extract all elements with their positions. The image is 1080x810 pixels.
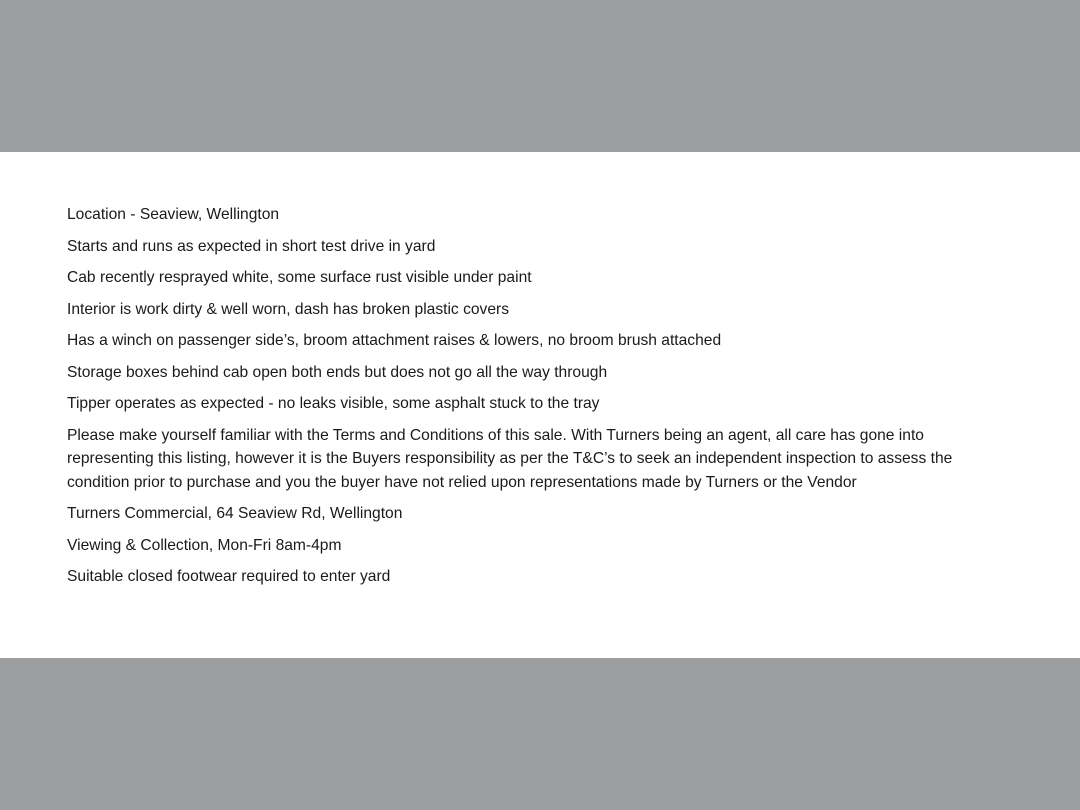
note-viewing-hours: Viewing & Collection, Mon-Fri 8am-4pm [67,536,342,554]
note-address: Turners Commercial, 64 Seaview Rd, Wellington [67,505,403,522]
note-terms-disclaimer: Please make yourself familiar with the Terms and Conditions of this sale. With Turners being an agent, all care has gone into representing this listing, however it is the Buyers responsibility as per the T&C’s to seek an independent inspection to assess the condition prior to purchase and you the buyer have not relied upon representations made by Turners or the Vendor [67,426,953,491]
bottom-gray-band [0,658,1080,810]
listing-notes [67,203,1013,589]
note-location: Location - Seaview, Wellington [67,206,280,223]
note-winch-broom: Has a winch on passenger side’s, broom attachment raises & lowers, no broom brush attached [67,332,722,349]
note-cab-paint: Cab recently resprayed white, some surface rust visible under paint [67,269,532,286]
note-tipper: Tipper operates as expected - no leaks visible, some asphalt stuck to the tray [67,395,600,412]
top-gray-band [0,0,1080,152]
note-storage-boxes: Storage boxes behind cab open both ends but does not go all the way through [67,363,608,381]
listing-description-panel [0,152,1080,658]
note-interior: Interior is work dirty & well worn, dash has broken plastic covers [67,300,509,318]
note-test-drive: Starts and runs as expected in short test drive in yard [67,237,436,255]
note-footwear: Suitable closed footwear required to enter yard [67,568,391,585]
